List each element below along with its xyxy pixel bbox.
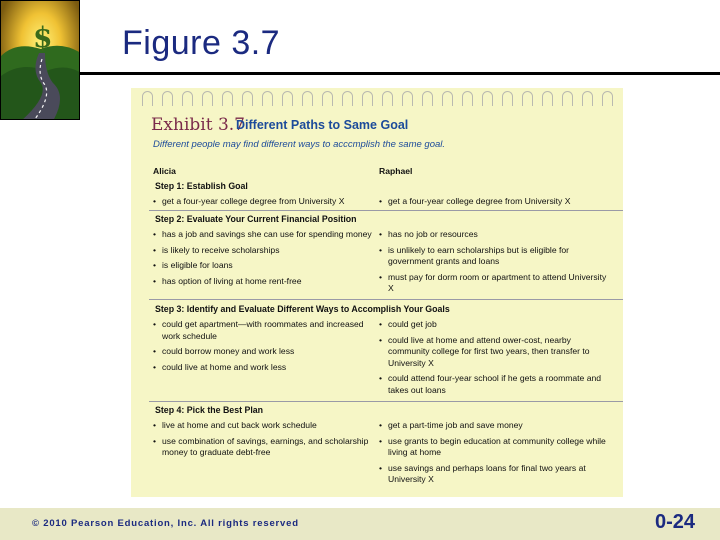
ring-icon — [502, 91, 513, 106]
ring-icon — [322, 91, 333, 106]
list-item: • use grants to begin education at community college while living at home — [379, 436, 611, 459]
ring-icon — [202, 91, 213, 106]
ring-icon — [542, 91, 553, 106]
step-3-left-list — [153, 319, 375, 377]
list-item: • has a job and savings she can use for spending money — [153, 229, 375, 241]
list-item: • is unlikely to earn scholarships but is eligible for government grants and loans — [379, 245, 611, 268]
list-item: • is eligible for loans — [153, 260, 375, 272]
step-heading: Step 3: Identify and Evaluate Different Ways to Accomplish Your Goals — [155, 304, 450, 314]
ring-icon — [162, 91, 173, 106]
list-item: • get a part-time job and save money — [379, 420, 611, 432]
ring-icon — [402, 91, 413, 106]
step-3-right-list — [379, 319, 611, 400]
road-dollar-logo-icon — [1, 1, 80, 120]
list-item: • get a four-year college degree from University X — [379, 196, 611, 208]
ring-icon — [282, 91, 293, 106]
list-item: • get a four-year college degree from University X — [153, 196, 375, 208]
list-item: • could live at home and work less — [153, 362, 375, 374]
right-person-name: Raphael — [379, 166, 413, 176]
step-heading: Step 2: Evaluate Your Current Financial Position — [155, 214, 357, 224]
road-dollar-logo — [0, 0, 80, 120]
svg-text:$: $ — [33, 21, 53, 54]
ring-icon — [302, 91, 313, 106]
ring-icon — [602, 91, 613, 106]
list-item: • could get apartment—with roommates and increased work schedule — [153, 319, 375, 342]
page-number: 0-24 — [655, 511, 696, 533]
list-item: • could get job — [379, 319, 611, 331]
ring-icon — [482, 91, 493, 106]
step-divider — [149, 401, 623, 402]
ring-icon — [422, 91, 433, 106]
step-heading: Step 1: Establish Goal — [155, 181, 248, 191]
left-person-name: Alicia — [153, 166, 176, 176]
step-2-left-list — [153, 229, 375, 291]
slide-title: Figure 3.7 — [122, 24, 281, 62]
step-divider — [149, 210, 623, 211]
exhibit-title: Different Paths to Same Goal — [236, 118, 409, 132]
notebook-rings — [131, 88, 623, 106]
step-divider — [149, 299, 623, 300]
step-4-left-list — [153, 420, 375, 463]
list-item: • could live at home and attend ower-cost, nearby community college for first two years, then transfer to University X — [379, 335, 611, 370]
ring-icon — [142, 91, 153, 106]
ring-icon — [562, 91, 573, 106]
list-item: • use savings and perhaps loans for final two years at University X — [379, 463, 611, 486]
ring-icon — [462, 91, 473, 106]
step-4-right-list — [379, 420, 611, 490]
ring-icon — [242, 91, 253, 106]
exhibit-number: Exhibit 3.7 — [151, 115, 245, 135]
ring-icon — [582, 91, 593, 106]
list-item: • could borrow money and work less — [153, 346, 375, 358]
list-item: • has option of living at home rent-free — [153, 276, 375, 288]
ring-icon — [262, 91, 273, 106]
ring-icon — [342, 91, 353, 106]
copyright-text: © 2010 Pearson Education, Inc. All rights reserved — [32, 518, 299, 529]
list-item: • must pay for dorm room or apartment to attend University X — [379, 272, 611, 295]
exhibit-panel — [131, 88, 623, 497]
step-2-right-list — [379, 229, 611, 299]
list-item: • is likely to receive scholarships — [153, 245, 375, 257]
list-item: • could attend four-year school if he gets a roommate and takes out loans — [379, 373, 611, 396]
ring-icon — [362, 91, 373, 106]
title-divider — [80, 72, 720, 75]
list-item: • use combination of savings, earnings, and scholarship money to graduate debt-free — [153, 436, 375, 459]
ring-icon — [222, 91, 233, 106]
ring-icon — [442, 91, 453, 106]
list-item: • live at home and cut back work schedule — [153, 420, 375, 432]
list-item: • has no job or resources — [379, 229, 611, 241]
step-heading: Step 4: Pick the Best Plan — [155, 405, 264, 415]
ring-icon — [522, 91, 533, 106]
ring-icon — [382, 91, 393, 106]
ring-icon — [182, 91, 193, 106]
exhibit-subtitle: Different people may find different ways to acccmplish the same goal. — [153, 139, 446, 150]
